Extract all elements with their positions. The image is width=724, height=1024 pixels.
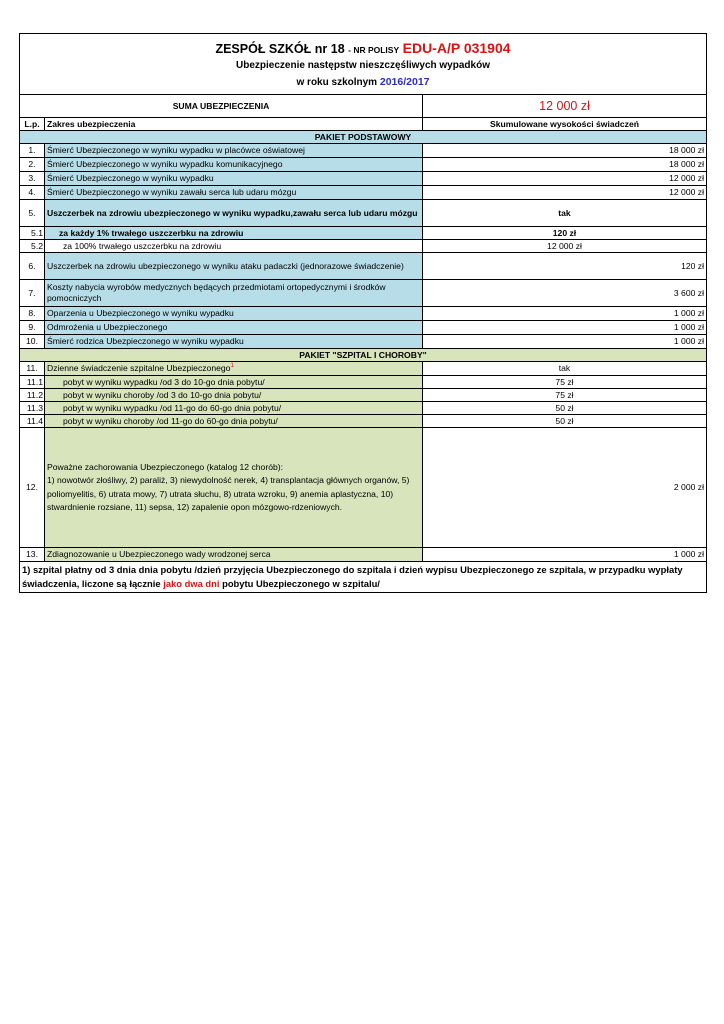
package-basic: PAKIET PODSTAWOWY (20, 131, 707, 144)
row-lp: 4. (20, 186, 45, 200)
table-row (20, 402, 707, 415)
row-amount: 1 000 zł (423, 321, 707, 335)
row-desc: za 100% trwałego uszczerbku na zdrowiu (45, 240, 423, 253)
table-row (20, 200, 707, 227)
row-lp: 11.3 (20, 402, 45, 415)
row-desc (45, 362, 423, 376)
row-desc: pobyt w wyniku choroby /od 3 do 10-go dnia pobytu/ (45, 389, 423, 402)
table-row (20, 240, 707, 253)
row-desc: za każdy 1% trwałego uszczerbku na zdrowiu (45, 227, 423, 240)
table-row (20, 362, 707, 376)
footnote-text-end: pobytu Ubezpieczonego w szpitalu/ (222, 578, 380, 589)
sum-row (20, 95, 707, 118)
table-row (20, 548, 707, 562)
row-lp: 13. (20, 548, 45, 562)
sum-value: 12 000 zł (423, 95, 707, 118)
package-hospital: PAKIET "SZPITAL I CHOROBY" (20, 349, 707, 362)
row-desc: Śmierć Ubezpieczonego w wyniku zawału serca lub udaru mózgu (45, 186, 423, 200)
row-lp: 11. (20, 362, 45, 376)
row-lp: 10. (20, 335, 45, 349)
row-amount: tak (423, 200, 707, 227)
table-row (20, 144, 707, 158)
row-lp: 6. (20, 253, 45, 280)
sum-label: SUMA UBEZPIECZENIA (20, 95, 423, 118)
column-header-row (20, 118, 707, 131)
year-label: w roku szkolnym (296, 76, 378, 88)
year-line (22, 75, 704, 89)
row-desc: Uszczerbek na zdrowiu ubezpieczonego w wyniku ataku padaczki (jednorazowe świadczenie) (45, 253, 423, 280)
row-lp: 12. (20, 428, 45, 548)
policy-number: EDU-A/P 031904 (402, 39, 511, 56)
row-amount: tak (423, 362, 707, 376)
subtitle: Ubezpieczenie następstw nieszczęśliwych wypadków (236, 59, 490, 71)
table-row (20, 376, 707, 389)
policy-table (19, 33, 707, 593)
row-amount: 12 000 zł (423, 186, 707, 200)
row-amount: 75 zł (423, 376, 707, 389)
row-amount: 3 600 zł (423, 280, 707, 307)
row-desc (45, 428, 423, 548)
row-lp: 5.1 (20, 227, 45, 240)
row-lp: 5.2 (20, 240, 45, 253)
footnote (20, 562, 707, 593)
table-row (20, 253, 707, 280)
row-amount: 120 zł (423, 227, 707, 240)
col-scope: Zakres ubezpieczenia (45, 118, 423, 131)
footnote-marker: 1 (230, 363, 234, 370)
footnote-highlight: jako dwa dni (163, 578, 220, 589)
row-amount: 18 000 zł (423, 158, 707, 172)
row-lp: 11.4 (20, 415, 45, 428)
table-row (20, 428, 707, 548)
table-row (20, 186, 707, 200)
row-amount: 50 zł (423, 402, 707, 415)
row-lp: 5. (20, 200, 45, 227)
row-desc-text: Dzienne świadczenie szpitalne Ubezpieczonego (47, 363, 231, 373)
row-lp: 11.2 (20, 389, 45, 402)
title-row (20, 34, 707, 95)
row-amount: 1 000 zł (423, 548, 707, 562)
row-desc-list: 1) nowotwór złośliwy, 2) paraliż, 3) niewydolność nerek, 4) transplantacja głównych organów, 5) poliomyelitis, 6) utrata mowy, 7) utrata słuchu, 8) utrata wzroku, 9) anemia aplastyczna, 10) stwardnienie rozsiane, 11) sepsa, 12) zapalenie opon mózgowo-rdzeniowych. (47, 475, 410, 512)
row-amount: 18 000 zł (423, 144, 707, 158)
title-line (22, 40, 704, 59)
row-desc: Oparzenia u Ubezpieczonego w wyniku wypadku (45, 307, 423, 321)
table-row (20, 158, 707, 172)
row-amount: 12 000 zł (423, 240, 707, 253)
col-lp: L.p. (20, 118, 45, 131)
table-row (20, 321, 707, 335)
table-row (20, 415, 707, 428)
school-year: 2016/2017 (379, 75, 430, 88)
row-lp: 1. (20, 144, 45, 158)
row-lp: 2. (20, 158, 45, 172)
row-desc: Śmierć Ubezpieczonego w wyniku wypadku (45, 172, 423, 186)
row-desc: pobyt w wyniku wypadku /od 11-go do 60-go dnia pobytu/ (45, 402, 423, 415)
row-desc: Śmierć rodzica Ubezpieczonego w wyniku wypadku (45, 335, 423, 349)
row-desc: pobyt w wyniku choroby /od 11-go do 60-go dnia pobytu/ (45, 415, 423, 428)
table-row (20, 280, 707, 307)
package-basic-row (20, 131, 707, 144)
school-name: ZESPÓŁ SZKÓŁ nr 18 (215, 41, 345, 56)
footnote-text: 1) szpital płatny od 3 dnia dnia pobytu /dzień przyjęcia Ubezpieczonego do szpitala i dzień wypisu Ubezpieczonego ze szpitala, w przypadku wypłaty świadczenia, liczone są łącznie (22, 564, 683, 589)
row-desc: Koszty nabycia wyrobów medycznych będących przedmiotami ortopedycznymi i środków pomocniczych (45, 280, 423, 307)
row-desc: Śmierć Ubezpieczonego w wyniku wypadku w placówce oświatowej (45, 144, 423, 158)
table-row (20, 172, 707, 186)
row-desc: Uszczerbek na zdrowiu ubezpieczonego w wyniku wypadku,zawału serca lub udaru mózgu (45, 200, 423, 227)
row-amount: 75 zł (423, 389, 707, 402)
policy-label: - NR POLISY (348, 44, 400, 55)
table-row (20, 227, 707, 240)
col-benefit: Skumulowane wysokości świadczeń (423, 118, 707, 131)
table-row (20, 307, 707, 321)
row-lp: 8. (20, 307, 45, 321)
title-cell (20, 34, 707, 95)
row-lp: 7. (20, 280, 45, 307)
table-row (20, 335, 707, 349)
footnote-row (20, 562, 707, 593)
package-hospital-row (20, 349, 707, 362)
row-amount: 120 zł (423, 253, 707, 280)
row-desc-title: Poważne zachorowania Ubezpieczonego (katalog 12 chorób): (47, 461, 283, 472)
table-row (20, 389, 707, 402)
row-amount: 1 000 zł (423, 335, 707, 349)
row-desc: pobyt w wyniku wypadku /od 3 do 10-go dnia pobytu/ (45, 376, 423, 389)
row-amount: 2 000 zł (423, 428, 707, 548)
row-desc: Śmierć Ubezpieczonego w wyniku wypadku komunikacyjnego (45, 158, 423, 172)
row-amount: 1 000 zł (423, 307, 707, 321)
row-lp: 11.1 (20, 376, 45, 389)
row-lp: 3. (20, 172, 45, 186)
row-amount: 50 zł (423, 415, 707, 428)
row-desc: Odmrożenia u Ubezpieczonego (45, 321, 423, 335)
policy-sheet (19, 33, 706, 593)
row-lp: 9. (20, 321, 45, 335)
row-amount: 12 000 zł (423, 172, 707, 186)
row-desc: Zdiagnozowanie u Ubezpieczonego wady wrodzonej serca (45, 548, 423, 562)
